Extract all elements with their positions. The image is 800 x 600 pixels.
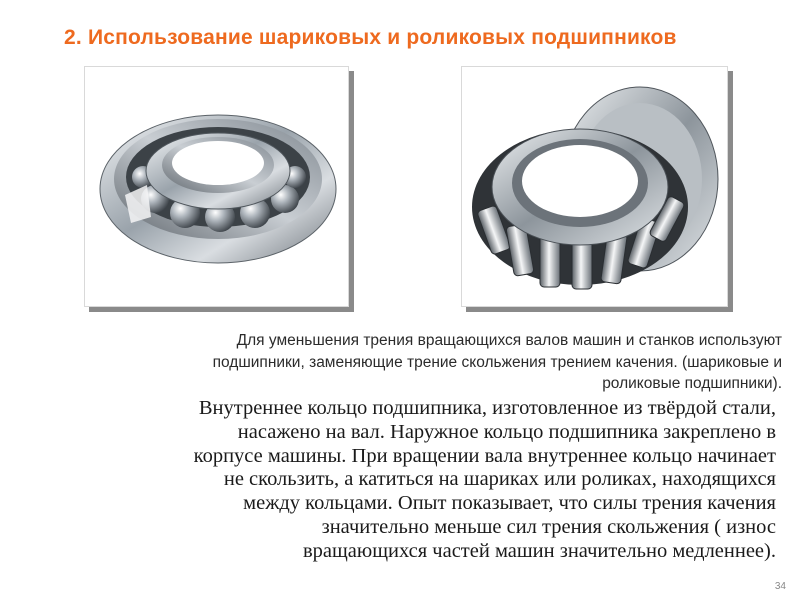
body-line: Внутреннее кольцо подшипника, изготовленное из твёрдой стали, — [198, 397, 776, 419]
body-line: значительно меньше сил трения скольжения ( износ — [321, 515, 776, 538]
slide-title: 2. Использование шариковых и роликовых подшипников — [64, 26, 677, 49]
body-line: не скользить, а катиться на шариках или роликах, находящихся — [223, 468, 776, 491]
ball-bearing-illustration — [85, 67, 348, 306]
page-number: 34 — [774, 581, 786, 592]
body-line: между кольцами. Опыт показывает, что силы трения качения — [243, 492, 776, 515]
caption-line: роликовые подшипники). — [602, 375, 782, 392]
roller-bearing-illustration — [462, 67, 727, 306]
caption-text — [22, 330, 782, 395]
body-line: вращающихся частей машин значительно медленнее). — [302, 539, 776, 562]
caption-line: подшипники, заменяющие трение скольжения трением качения. (шариковые и — [212, 353, 782, 371]
body-line: насажено на вал. Наружное кольцо подшипника закреплено в — [237, 420, 776, 443]
body-line: корпусе машины. При вращении вала внутреннее кольцо начинает — [193, 444, 776, 467]
caption-line: Для уменьшения трения вращающихся валов машин и станков используют — [236, 332, 782, 349]
body-paragraph — [18, 397, 776, 564]
ball-bearing-photo — [84, 66, 349, 307]
tapered-roller-bearing-photo — [461, 66, 728, 307]
